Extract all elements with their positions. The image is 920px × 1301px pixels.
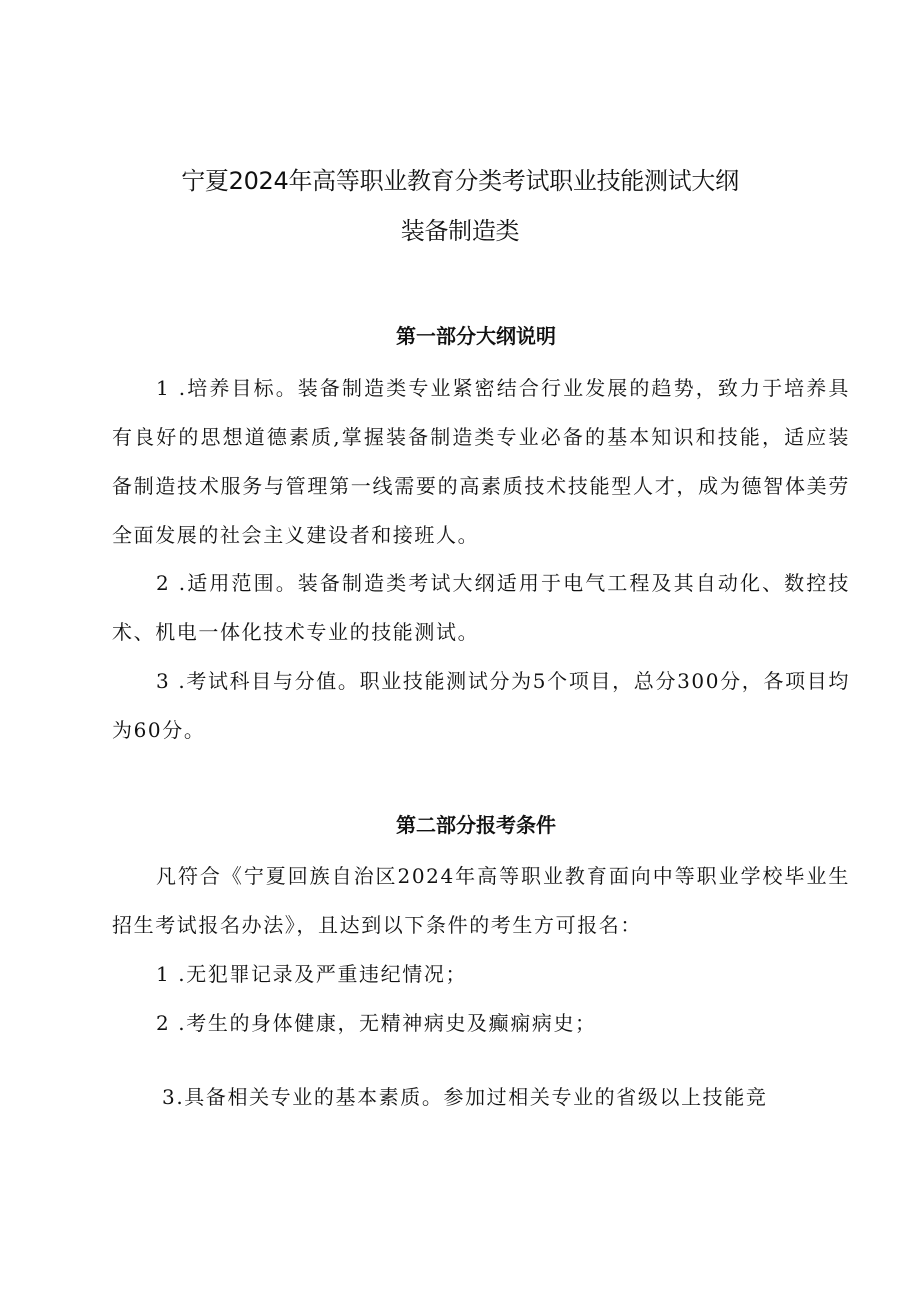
part2-item-no-criminal-record: 1 .无犯罪记录及严重违纪情况； [156, 962, 468, 986]
part2-item-basic-qualities: 3.具备相关专业的基本素质。参加过相关专业的省级以上技能竞 [162, 1085, 768, 1109]
part2-intro: 凡符合《宁夏回族自治区2024年高等职业教育面向中等职业学校毕业生招生考试报名办法》，且达到以下条件的考生方可报名： [112, 864, 850, 937]
document-title: 宁夏2024年高等职业教育分类考试职业技能测试大纲 [181, 167, 739, 195]
document-subtitle: 装备制造类 [400, 217, 520, 245]
part1-heading: 第一部分大纲说明 [396, 324, 556, 348]
part1-item-scope: 2 .适用范围。装备制造类考试大纲适用于电气工程及其自动化、数控技术、机电一体化技术专业的技能测试。 [112, 571, 850, 644]
part1-item-training-goal: 1 .培养目标。装备制造类专业紧密结合行业发展的趋势，致力于培养具有良好的思想道德素质,掌握装备制造类专业必备的基本知识和技能，适应装备制造技术服务与管理第一线需要的高素质技术技能型人才，成为德智体美劳全面发展的社会主义建设者和接班人。 [112, 376, 850, 547]
part1-item-subjects-scores: 3 .考试科目与分值。职业技能测试分为5个项目，总分300分，各项目均为60分。 [112, 669, 850, 742]
part2-item-health: 2 .考生的身体健康，无精神病史及癫痫病史； [156, 1011, 597, 1035]
part2-heading: 第二部分报考条件 [396, 813, 556, 837]
